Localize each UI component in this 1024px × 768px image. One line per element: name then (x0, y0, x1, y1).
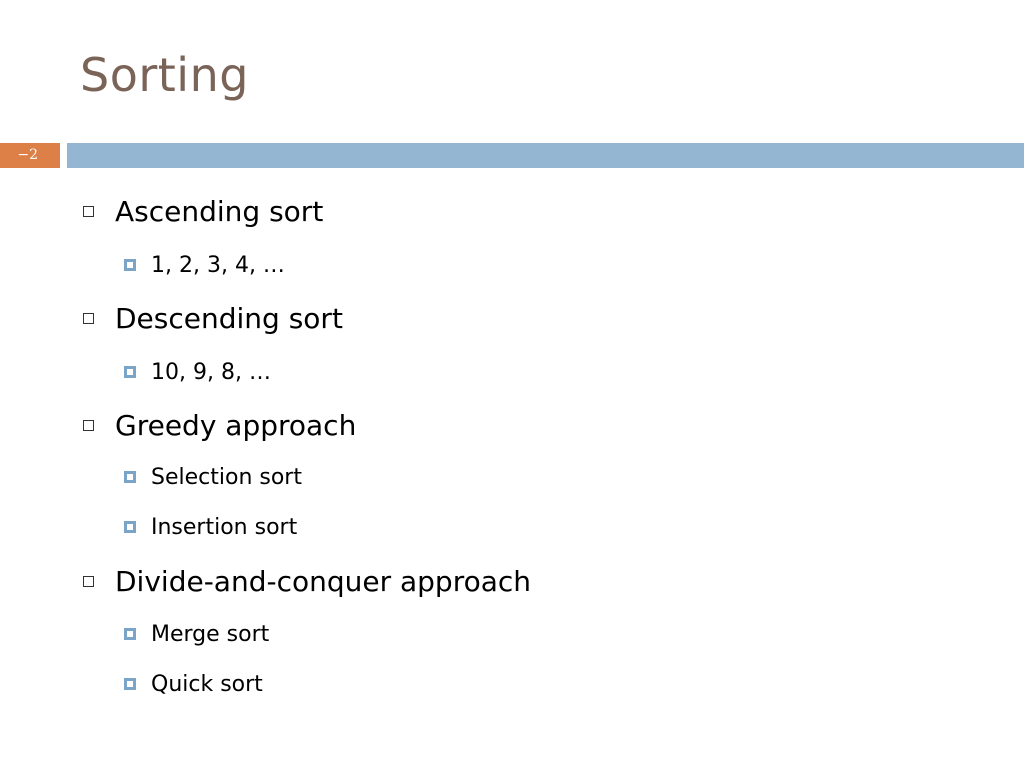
slide-title: Sorting (80, 48, 249, 102)
sub-bullet-text: 1, 2, 3, 4, … (151, 252, 285, 278)
bullet-divide-and-conquer (80, 563, 531, 599)
bullet-ascending-sort (80, 193, 323, 229)
filled-square-bullet-icon (124, 628, 136, 640)
hollow-square-bullet-icon (83, 313, 94, 324)
sub-bullet-ascending-example (123, 251, 285, 279)
filled-square-bullet-icon (124, 521, 136, 533)
filled-square-bullet-icon (124, 366, 136, 378)
bullet-greedy-approach (80, 407, 356, 443)
bullet-text: Ascending sort (115, 194, 324, 228)
sub-bullet-merge-sort (123, 620, 269, 648)
hollow-square-bullet-icon (83, 576, 94, 587)
filled-square-bullet-icon (124, 471, 136, 483)
sub-bullet-descending-example (123, 358, 271, 386)
bullet-text: Descending sort (115, 301, 343, 335)
sub-bullet-quick-sort (123, 670, 263, 698)
bullet-descending-sort (80, 300, 343, 336)
sub-bullet-text: Selection sort (151, 464, 302, 490)
sub-bullet-text: Quick sort (151, 671, 263, 697)
bullet-text: Divide-and-conquer approach (115, 564, 532, 598)
hollow-square-bullet-icon (83, 420, 94, 431)
sub-bullet-text: Insertion sort (151, 514, 298, 540)
slide-number-box: −2 (0, 143, 60, 168)
bullet-text: Greedy approach (115, 408, 357, 442)
sub-bullet-text: Merge sort (151, 621, 270, 647)
sub-bullet-selection-sort (123, 463, 302, 491)
hollow-square-bullet-icon (83, 206, 94, 217)
filled-square-bullet-icon (124, 259, 136, 271)
filled-square-bullet-icon (124, 678, 136, 690)
sub-bullet-text: 10, 9, 8, … (151, 359, 271, 385)
sub-bullet-insertion-sort (123, 513, 297, 541)
